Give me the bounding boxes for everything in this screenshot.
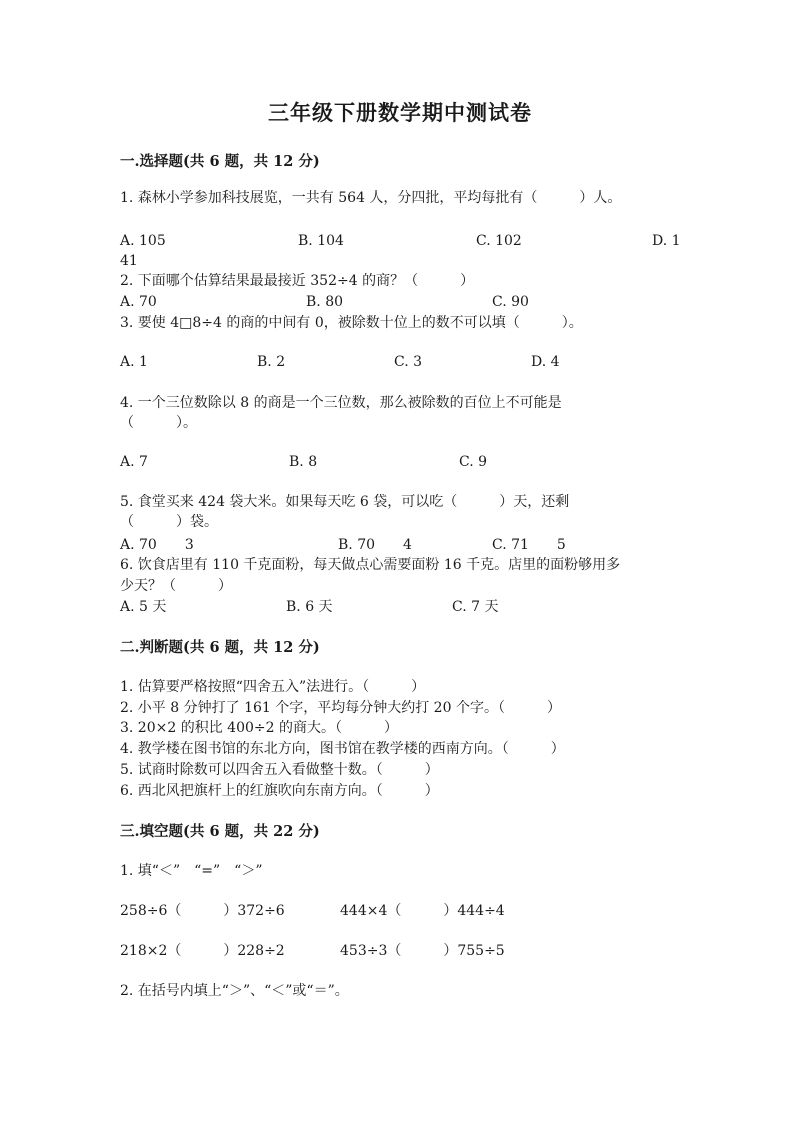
q4-option-b: B. 8 <box>289 454 318 470</box>
section-heading-judge: 二.判断题(共 6 题，共 12 分) <box>120 639 320 656</box>
q3-option-c: C. 3 <box>394 354 423 370</box>
q2-option-b: B. 80 <box>306 294 344 310</box>
question-4-stem-cont: （ ）。 <box>120 415 197 431</box>
fill-row2-right: 453÷3（ ）755÷5 <box>340 943 505 959</box>
judge-item-5: 5. 试商时除数可以四舍五入看做整十数。（ ） <box>120 762 439 778</box>
question-5-stem: 5. 食堂买来 424 袋大米。如果每天吃 6 袋，可以吃（ ）天，还剩 <box>120 494 570 510</box>
q1-option-b: B. 104 <box>298 233 344 249</box>
section-heading-choice: 一.选择题(共 6 题，共 12 分) <box>120 153 320 170</box>
q3-option-d: D. 4 <box>531 354 560 370</box>
q6-option-a: A. 5 天 <box>120 599 167 615</box>
fill-row1-left: 258÷6（ ）372÷6 <box>120 903 285 919</box>
question-1-stem: 1. 森林小学参加科技展览，一共有 564 人，分四批，平均每批有（ ）人。 <box>120 190 622 206</box>
q2-option-a: A. 70 <box>120 294 157 310</box>
q2-option-c: C. 90 <box>492 294 529 310</box>
question-2-stem: 2. 下面哪个估算结果最最接近 352÷4 的商？（ ） <box>120 273 475 289</box>
q1-option-d: D. 1 <box>652 233 681 249</box>
fill-question-1: 1. 填“＜” “=” “＞” <box>120 863 263 879</box>
fill-question-2: 2. 在括号内填上“＞”、“＜”或“＝”。 <box>120 983 349 999</box>
question-6-stem: 6. 饮食店里有 110 千克面粉，每天做点心需要面粉 16 千克。店里的面粉够用多 <box>120 557 621 573</box>
judge-item-6: 6. 西北风把旗杆上的红旗吹向东南方向。（ ） <box>120 783 439 799</box>
q3-option-a: A. 1 <box>120 354 148 370</box>
q6-option-c: C. 7 天 <box>452 599 499 615</box>
question-4-stem: 4. 一个三位数除以 8 的商是一个三位数，那么被除数的百位上不可能是 <box>120 395 562 411</box>
fill-row2-left: 218×2（ ）228÷2 <box>120 943 285 959</box>
q5-option-c: C. 71 5 <box>492 537 566 553</box>
q1-option-c: C. 102 <box>476 233 522 249</box>
judge-item-4: 4. 教学楼在图书馆的东北方向，图书馆在教学楼的西南方向。（ ） <box>120 741 565 757</box>
judge-item-1: 1. 估算要严格按照“四舍五入”法进行。（ ） <box>120 679 426 695</box>
judge-item-3: 3. 20×2 的积比 400÷2 的商大。（ ） <box>120 720 398 736</box>
question-6-stem-cont: 少天？（ ） <box>120 578 232 594</box>
page-title: 三年级下册数学期中测试卷 <box>268 100 532 125</box>
section-heading-fill: 三.填空题(共 6 题，共 22 分) <box>120 823 320 840</box>
judge-item-2: 2. 小平 8 分钟打了 161 个字，平均每分钟大约打 20 个字。（ ） <box>120 700 561 716</box>
q3-option-b: B. 2 <box>257 354 286 370</box>
q4-option-c: C. 9 <box>459 454 488 470</box>
q1-option-d-wrap: 41 <box>120 253 138 269</box>
question-3-stem: 3. 要使 4□8÷4 的商的中间有 0，被除数十位上的数不可以填（ ）。 <box>120 315 583 331</box>
q5-option-a: A. 70 3 <box>120 537 194 553</box>
q6-option-b: B. 6 天 <box>286 599 333 615</box>
fill-row1-right: 444×4（ ）444÷4 <box>340 903 505 919</box>
q5-option-b: B. 70 4 <box>338 537 412 553</box>
q4-option-a: A. 7 <box>120 454 148 470</box>
q1-option-a: A. 105 <box>120 233 166 249</box>
question-5-stem-cont: （ ）袋。 <box>120 514 218 530</box>
